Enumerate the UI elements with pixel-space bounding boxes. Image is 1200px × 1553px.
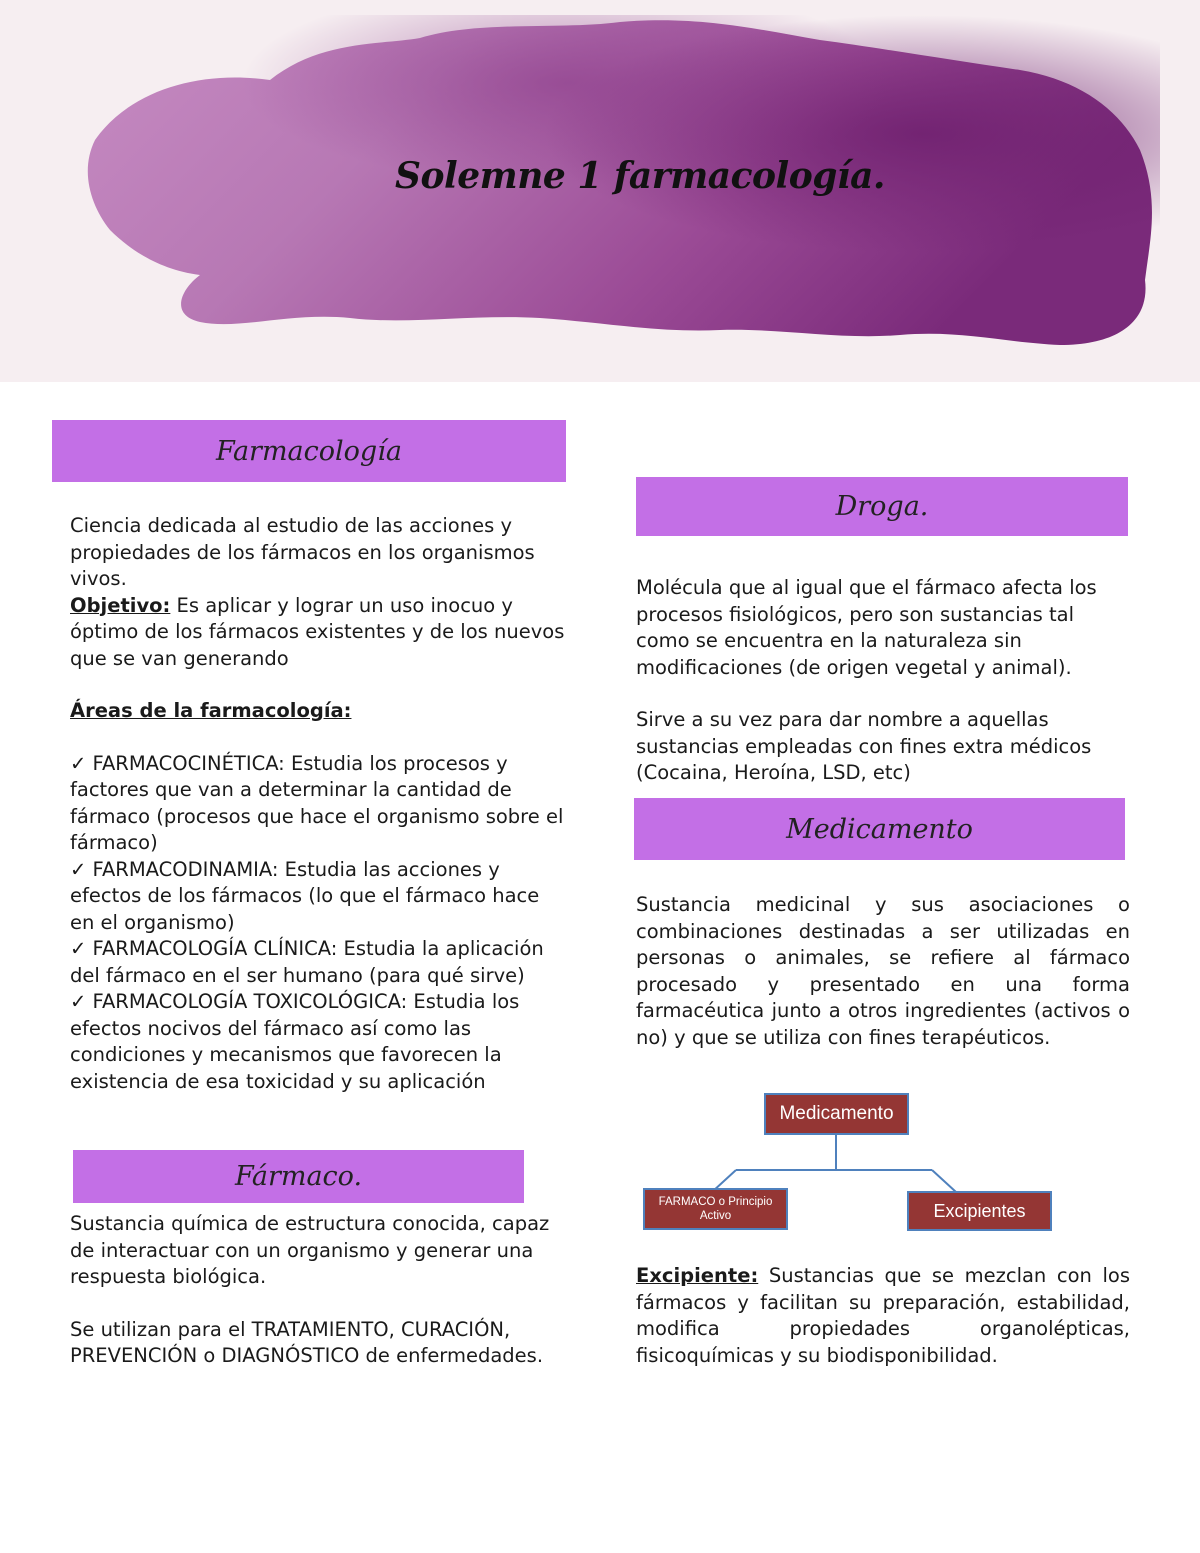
droga-body bbox=[636, 575, 1132, 787]
farmacologia-definition: Ciencia dedicada al estudio de las acciones y propiedades de los fármacos en los organismos vivos. bbox=[70, 514, 535, 590]
farmaco-uses: Se utilizan para el TRATAMIENTO, CURACIÓN, PREVENCIÓN o DIAGNÓSTICO de enfermedades. bbox=[70, 1317, 544, 1367]
diagram-left-node bbox=[643, 1188, 788, 1230]
page-title: Solemne 1 farmacología. bbox=[395, 155, 885, 197]
farmaco-definition: Sustancia química de estructura conocida, capaz de interactuar con un organismo y generar una respuesta biológica. bbox=[70, 1212, 550, 1288]
area-item: ✓ FARMACOCINÉTICA: Estudia los procesos y factores que van a determinar la cantidad de fármaco (procesos que hace el organismo sobre el fármaco) bbox=[70, 751, 564, 854]
objetivo-label: Objetivo: bbox=[70, 593, 171, 617]
objetivo-text: Es aplicar y lograr un uso inocuo y óptimo de los fármacos existentes y de los nuevos que se van generando bbox=[70, 593, 565, 670]
excipiente-body bbox=[636, 1263, 1130, 1369]
diagram-right-label: Excipientes bbox=[933, 1200, 1026, 1221]
area-item: ✓ FARMACOLOGÍA TOXICOLÓGICA: Estudia los efectos nocivos del fármaco así como las condiciones y mecanismos que favorecen la existencia de esa toxicidad y su aplicación bbox=[70, 990, 520, 1093]
medicamento-header-label: Medicamento bbox=[786, 813, 973, 845]
farmaco-body bbox=[70, 1211, 560, 1370]
farmaco-header bbox=[73, 1150, 524, 1203]
title-banner bbox=[0, 0, 1200, 382]
medicamento-body bbox=[636, 892, 1130, 1051]
diagram-right-node bbox=[907, 1191, 1052, 1231]
excipiente-text: Sustancias que se mezclan con los fármacos y facilitan su preparación, estabilidad, modifica propiedades organolépticas, fisicoquímicas y su biodisponibilidad. bbox=[636, 1264, 1130, 1367]
area-item: ✓ FARMACODINAMIA: Estudia las acciones y efectos de los fármacos (lo que el fármaco hace en el organismo) bbox=[70, 857, 540, 934]
objetivo-paragraph bbox=[70, 593, 566, 673]
medicamento-definition: Sustancia medicinal y sus asociaciones o combinaciones destinadas a ser utilizadas en personas o animales, se refiere al fármaco procesado y presentado en una forma farmacéutica junto a otros ingredientes (activos o no) y que se utiliza con fines terapéuticos. bbox=[636, 893, 1130, 1049]
medicamento-header bbox=[634, 798, 1125, 860]
farmacologia-header-label: Farmacología bbox=[216, 435, 402, 467]
area-item: ✓ FARMACOLOGÍA CLÍNICA: Estudia la aplicación del fármaco en el ser humano (para qué sirve) bbox=[70, 937, 544, 987]
excipiente-paragraph bbox=[636, 1263, 1130, 1369]
farmaco-header-label: Fármaco. bbox=[234, 1161, 363, 1192]
diagram-root-node bbox=[764, 1093, 909, 1135]
droga-definition: Molécula que al igual que el fármaco afecta los procesos fisiológicos, pero son sustancias tal como se encuentra en la naturaleza sin modificaciones (de origen vegetal y animal). bbox=[636, 576, 1097, 679]
medicamento-diagram bbox=[636, 1088, 1076, 1238]
farmacologia-body bbox=[70, 513, 566, 1095]
droga-header-label: Droga. bbox=[835, 491, 929, 522]
diagram-left-label: FARMACO o Principio Activo bbox=[658, 1196, 773, 1222]
farmacologia-header bbox=[52, 420, 566, 482]
excipiente-label: Excipiente: bbox=[636, 1264, 759, 1287]
diagram-root-label: Medicamento bbox=[779, 1103, 894, 1124]
droga-extra: Sirve a su vez para dar nombre a aquellas sustancias empleadas con fines extra médicos (Cocaina, Heroína, LSD, etc) bbox=[636, 708, 1092, 784]
droga-header bbox=[636, 477, 1128, 536]
areas-title: Áreas de la farmacología: bbox=[70, 699, 352, 722]
